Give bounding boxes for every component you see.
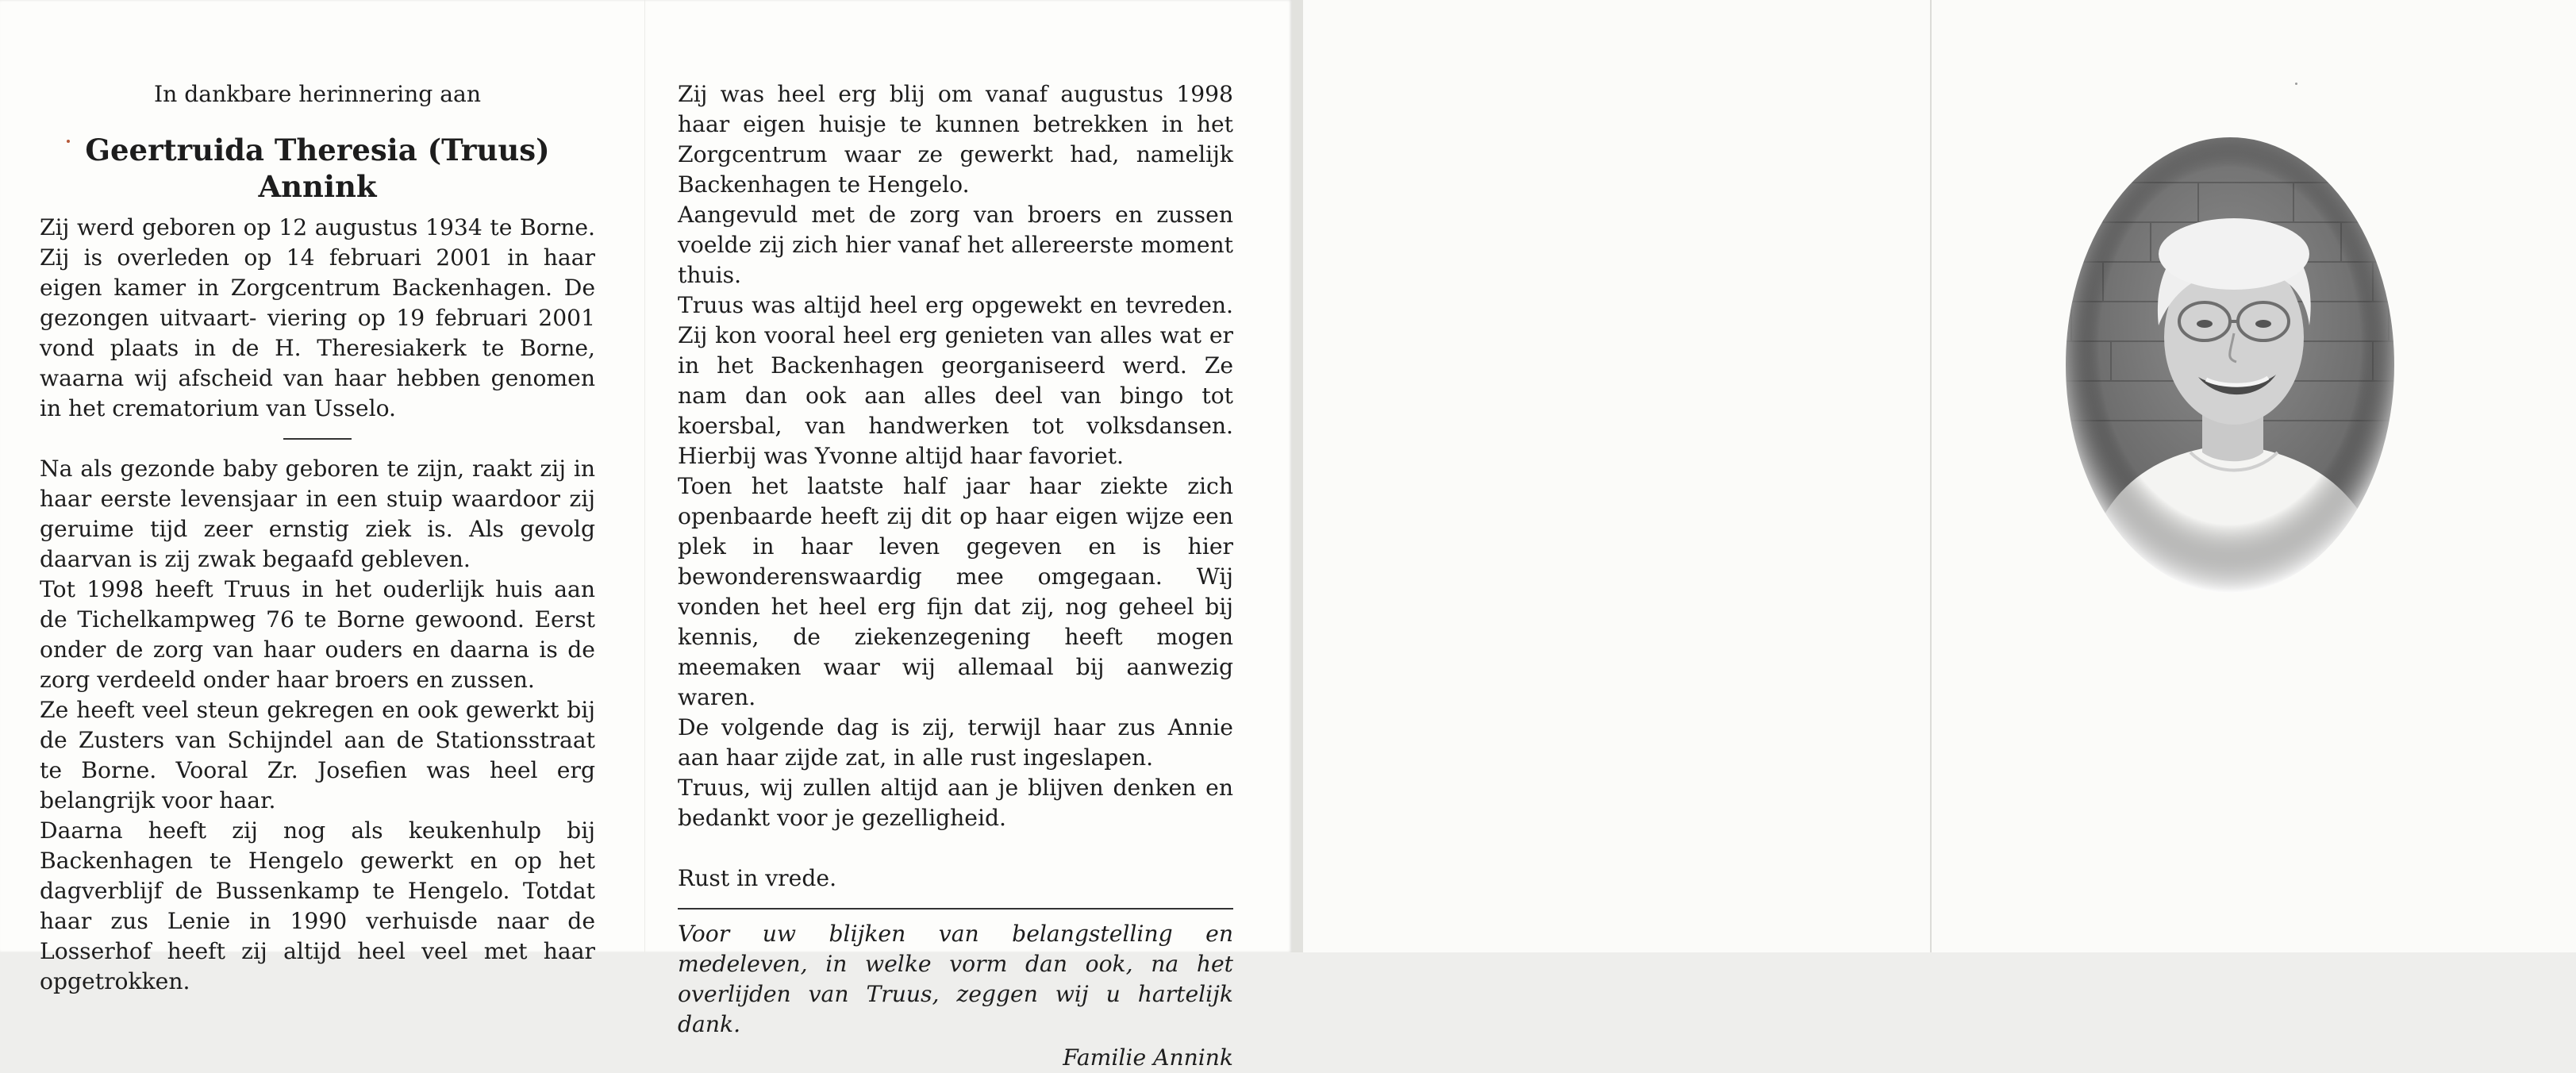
- card-edge: [1292, 0, 1303, 952]
- bio-paragraph: Aangevuld met de zorg van broers en zussen voelde zij zich hier vanaf het allereerste moment thuis.: [678, 202, 1233, 288]
- thanks-divider: [678, 908, 1233, 910]
- life-dates-paragraph: Zij werd geboren op 12 augustus 1934 te Borne. Zij is overleden op 14 februari 2001 in haar eigen kamer in Zorgcentrum Backenhagen. De gezongen uitvaart- viering op 19 februari 2001 vond plaats in de H. Theresiakerk te Borne, waarna wij afscheid van haar hebben genomen in het crematorium van Usselo.: [40, 214, 595, 421]
- bio-paragraph: Daarna heeft zij nog als keukenhulp bij Backenhagen te Hengelo gewerkt en op het dagverblijf de Bussenkamp te Hengelo. Totdat haar zus Lenie in 1990 verhuisde naar de Losserhof heeft zij altijd heel veel met haar opgetrokken.: [40, 817, 595, 994]
- print-speck: [2295, 83, 2297, 85]
- name-line-1: Geertruida Theresia (Truus): [85, 133, 550, 167]
- bio-paragraph: Ze heeft veel steun gekregen en ook gewerkt bij de Zusters van Schijndel aan de Stationsstraat te Borne. Vooral Zr. Josefien was heel erg belangrijk voor haar.: [40, 697, 595, 813]
- left-text-column: [40, 79, 595, 997]
- right-text-column: [678, 79, 1233, 1073]
- family-signature: Familie Annink: [1063, 1044, 1233, 1071]
- bio-paragraph: De volgende dag is zij, terwijl haar zus Annie aan haar zijde zat, in alle rust ingeslapen.: [678, 714, 1233, 771]
- deceased-name: [40, 132, 595, 205]
- card-fold-line: [1930, 0, 1932, 952]
- intro-text: In dankbare herinnering aan: [153, 81, 482, 107]
- thanks-text: Voor uw blijken van belangstelling en medeleven, in welke vorm dan ook, na het overlijden van Truus, zeggen wij u hartelijk dank.: [678, 921, 1233, 1037]
- closing-line: Rust in vrede.: [678, 865, 837, 891]
- portrait-photo-icon: [2055, 127, 2405, 603]
- section-divider: [283, 438, 352, 440]
- bio-paragraph: Na als gezonde baby geboren te zijn, raakt zij in haar eerste levensjaar in een stuip waardoor zij geruime tijd zeer ernstig ziek is. Als gevolg daarvan is zij zwak begaafd gebleven.: [40, 456, 595, 572]
- bio-paragraph: Tot 1998 heeft Truus in het ouderlijk huis aan de Tichelkampweg 76 te Borne gewoond. Eerst onder de zorg van haar ouders en daarna is de zorg verdeeld onder haar broers en zussen.: [40, 576, 595, 693]
- name-line-2: Annink: [258, 169, 377, 204]
- bio-paragraph: Truus was altijd heel erg opgewekt en tevreden. Zij kon vooral heel erg genieten van alles wat er in het Backenhagen georganiseerd werd. Ze nam dan ook aan alles deel van bingo tot koersbal, van handwerken tot volksdansen. Hierbij was Yvonne altijd haar favoriet.: [678, 292, 1233, 469]
- bio-paragraph: Truus, wij zullen altijd aan je blijven denken en bedankt voor je gezelligheid.: [678, 775, 1233, 831]
- bio-paragraph: Zij was heel erg blij om vanaf augustus 1998 haar eigen huisje te kunnen betrekken in het Zorgcentrum waar ze gewerkt had, namelijk Backenhagen te Hengelo.: [678, 81, 1233, 198]
- bio-paragraph: Toen het laatste half jaar haar ziekte zich openbaarde heeft zij dit op haar eigen wijze een plek in haar leven gegeven en is hier bewonderenswaardig mee omgegaan. Wij vonden het heel erg fijn dat zij, nog geheel bij kennis, de ziekenzegening heeft mogen meemaken waar wij allemaal bij aanwezig waren.: [678, 473, 1233, 710]
- card-fold-line: [644, 0, 645, 952]
